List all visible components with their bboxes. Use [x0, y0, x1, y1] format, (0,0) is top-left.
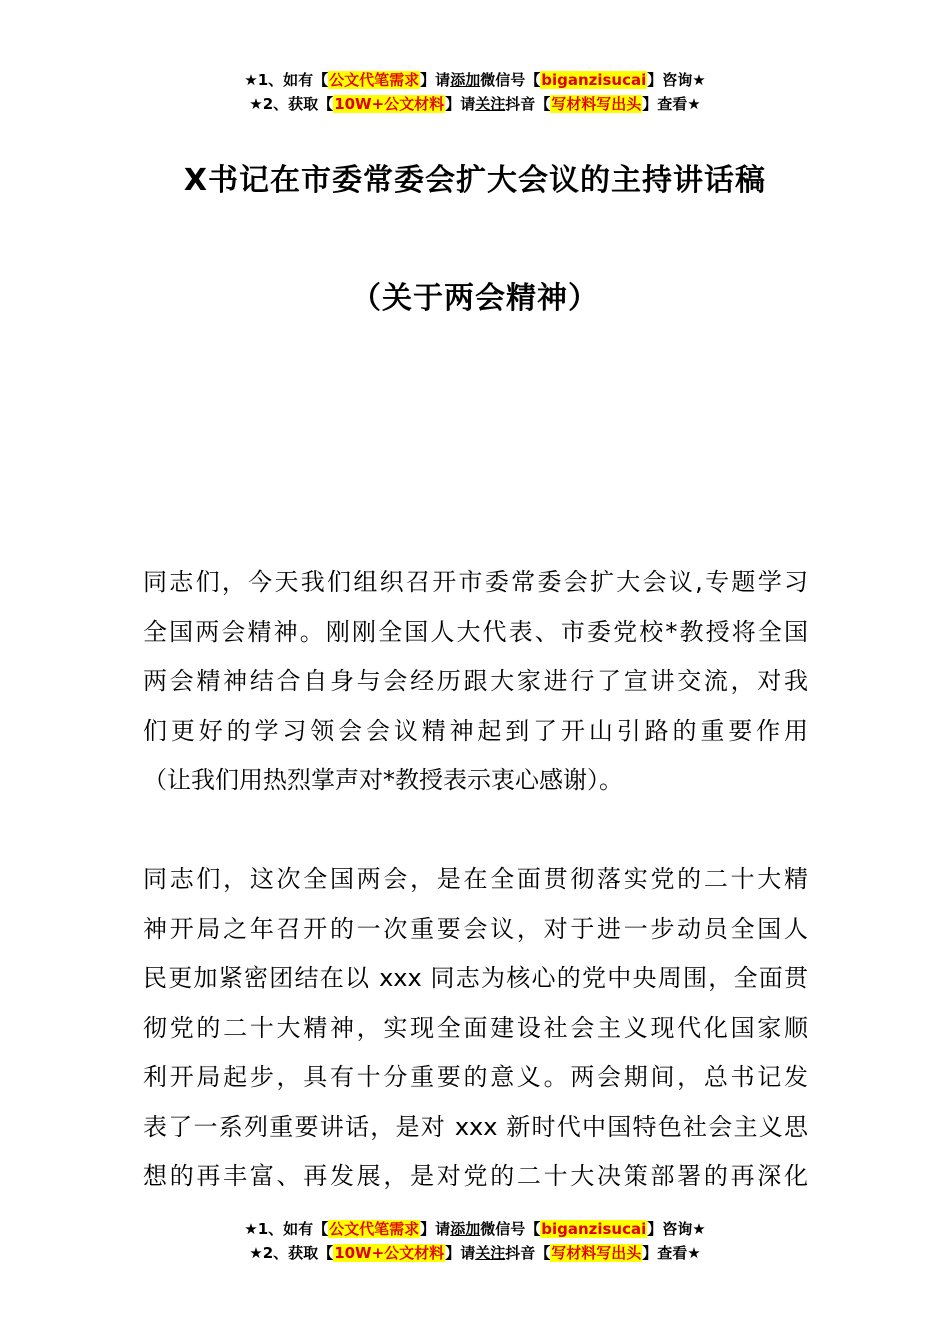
highlight-wechat-id: biganzisucai [541, 1220, 647, 1238]
paragraph-line: （让我们用热烈掌声对*教授表示衷心感谢）。 [143, 766, 623, 794]
paragraph-line: 想的再丰富、再发展，是对党的二十大决策部署的再深化 [143, 1162, 808, 1190]
star-icon: ★ [249, 95, 263, 113]
star-icon: ★ [244, 71, 258, 89]
paragraph-line: 利开局起步，具有十分重要的意义。两会期间，总书记发 [143, 1063, 808, 1091]
header-banner [0, 68, 950, 116]
banner-line-2: ★2、获取【10W+公文材料】请关注抖音【写材料写出头】查看★ [249, 95, 701, 113]
paragraph-line: 表了一系列重要讲话，是对 xxx 新时代中国特色社会主义思 [143, 1112, 808, 1141]
highlight-service: 公文代笔需求 [329, 1220, 420, 1238]
paragraph-line: 民更加紧密团结在以 xxx 同志为核心的党中央周围，全面贯 [143, 964, 808, 992]
paragraph-1 [143, 558, 808, 806]
star-icon: ★ [244, 1220, 258, 1238]
paragraph-line: 们更好的学习领会会议精神起到了开山引路的重要作用 [143, 716, 808, 745]
footer-banner [0, 1217, 950, 1265]
paragraph-line: 同志们，这次全国两会，是在全面贯彻落实党的二十大精 [143, 865, 808, 893]
highlight-service: 公文代笔需求 [329, 71, 420, 89]
star-icon: ★ [249, 1244, 263, 1262]
highlight-materials: 10W+公文材料 [334, 95, 445, 113]
highlight-wechat-id: biganzisucai [541, 71, 647, 89]
banner-line-2: ★2、获取【10W+公文材料】请关注抖音【写材料写出头】查看★ [249, 1244, 701, 1262]
paragraph-line: 彻党的二十大精神，实现全面建设社会主义现代化国家顺 [143, 1013, 808, 1042]
paragraph-line: 两会精神结合自身与会经历跟大家进行了宣讲交流，对我 [143, 667, 808, 695]
paragraph-line: 全国两会精神。刚刚全国人大代表、市委党校*教授将全国 [143, 617, 808, 646]
document-title: X书记在市委常委会扩大会议的主持讲话稿 [183, 163, 767, 198]
paragraph-2 [143, 855, 808, 1202]
highlight-douyin: 写材料写出头 [551, 1244, 642, 1262]
paragraph-line: 同志们，今天我们组织召开市委常委会扩大会议,专题学习 [143, 568, 808, 596]
document-subtitle: （关于两会精神） [351, 281, 599, 316]
highlight-douyin: 写材料写出头 [551, 95, 642, 113]
paragraph-line: 神开局之年召开的一次重要会议，对于进一步动员全国人 [143, 914, 808, 943]
highlight-materials: 10W+公文材料 [334, 1244, 445, 1262]
banner-line-1: ★1、如有【公文代笔需求】请添加微信号【biganzisucai】咨询★ [244, 71, 706, 89]
banner-line-1: ★1、如有【公文代笔需求】请添加微信号【biganzisucai】咨询★ [244, 1220, 706, 1238]
